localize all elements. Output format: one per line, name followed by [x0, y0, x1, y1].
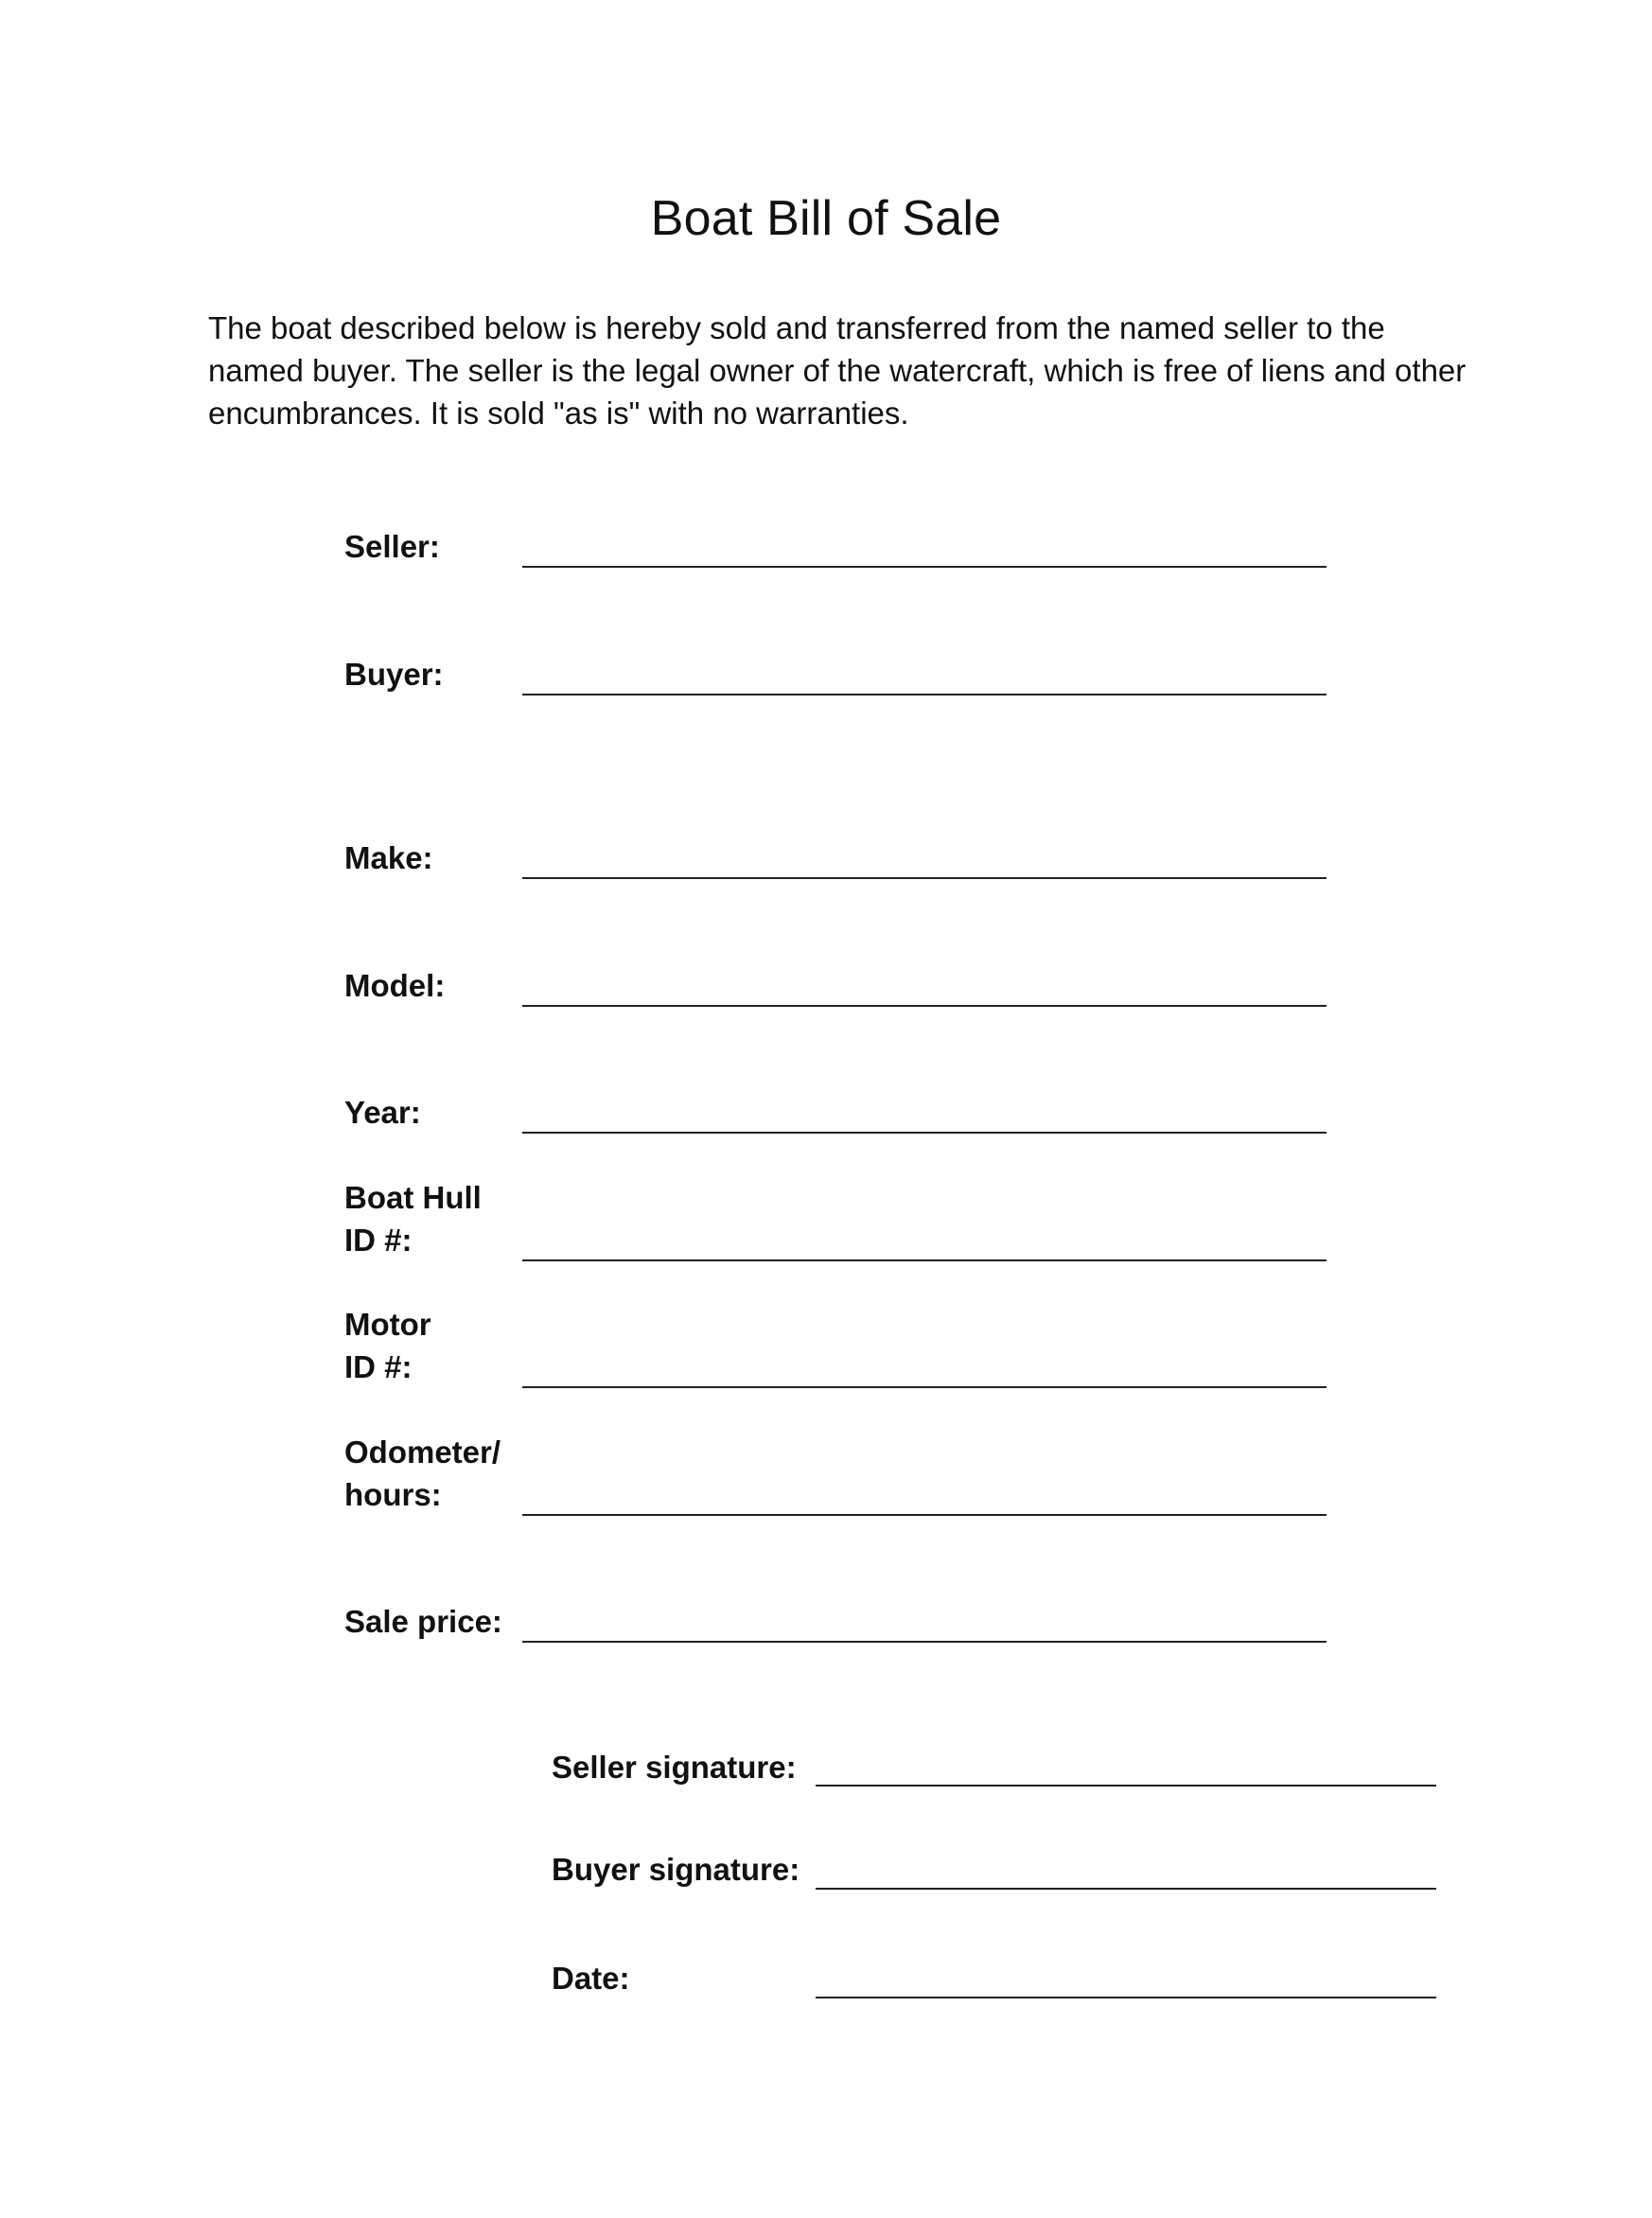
model-line[interactable]: [522, 1005, 1327, 1007]
seller-label: Seller:: [344, 529, 440, 564]
buyer-signature-label: Buyer signature:: [552, 1852, 800, 1887]
year-label: Year:: [344, 1095, 421, 1130]
seller-signature-label: Seller signature:: [552, 1750, 797, 1785]
sale-price-line[interactable]: [522, 1641, 1327, 1643]
model-label: Model:: [344, 968, 446, 1003]
odometer-label-line2: hours:: [344, 1477, 442, 1512]
document-title: Boat Bill of Sale: [650, 191, 1002, 246]
motor-id-label-line2: ID #:: [344, 1349, 413, 1384]
sale-price-label: Sale price:: [344, 1604, 502, 1639]
buyer-label: Buyer:: [344, 657, 444, 692]
intro-paragraph: The boat described below is hereby sold and transferred from the named seller to the named buyer. The seller is the legal owner of the watercraft, which is free of liens and other encumbrances. It is sold "as is" with no warranties.: [208, 310, 1467, 431]
buyer-signature-line[interactable]: [816, 1888, 1436, 1890]
date-line[interactable]: [816, 1997, 1436, 1998]
hull-id-label-line2: ID #:: [344, 1223, 413, 1258]
make-line[interactable]: [522, 877, 1327, 879]
buyer-line[interactable]: [522, 694, 1327, 695]
year-line[interactable]: [522, 1132, 1327, 1134]
motor-id-line[interactable]: [522, 1386, 1327, 1388]
seller-line[interactable]: [522, 566, 1327, 568]
make-label: Make:: [344, 840, 433, 875]
seller-signature-line[interactable]: [816, 1785, 1436, 1787]
hull-id-line[interactable]: [522, 1259, 1327, 1261]
odometer-label-line1: Odometer/: [344, 1435, 501, 1470]
odometer-line[interactable]: [522, 1514, 1327, 1516]
motor-id-label-line1: Motor: [344, 1307, 431, 1342]
hull-id-label-line1: Boat Hull: [344, 1180, 482, 1215]
date-label: Date:: [552, 1961, 630, 1996]
